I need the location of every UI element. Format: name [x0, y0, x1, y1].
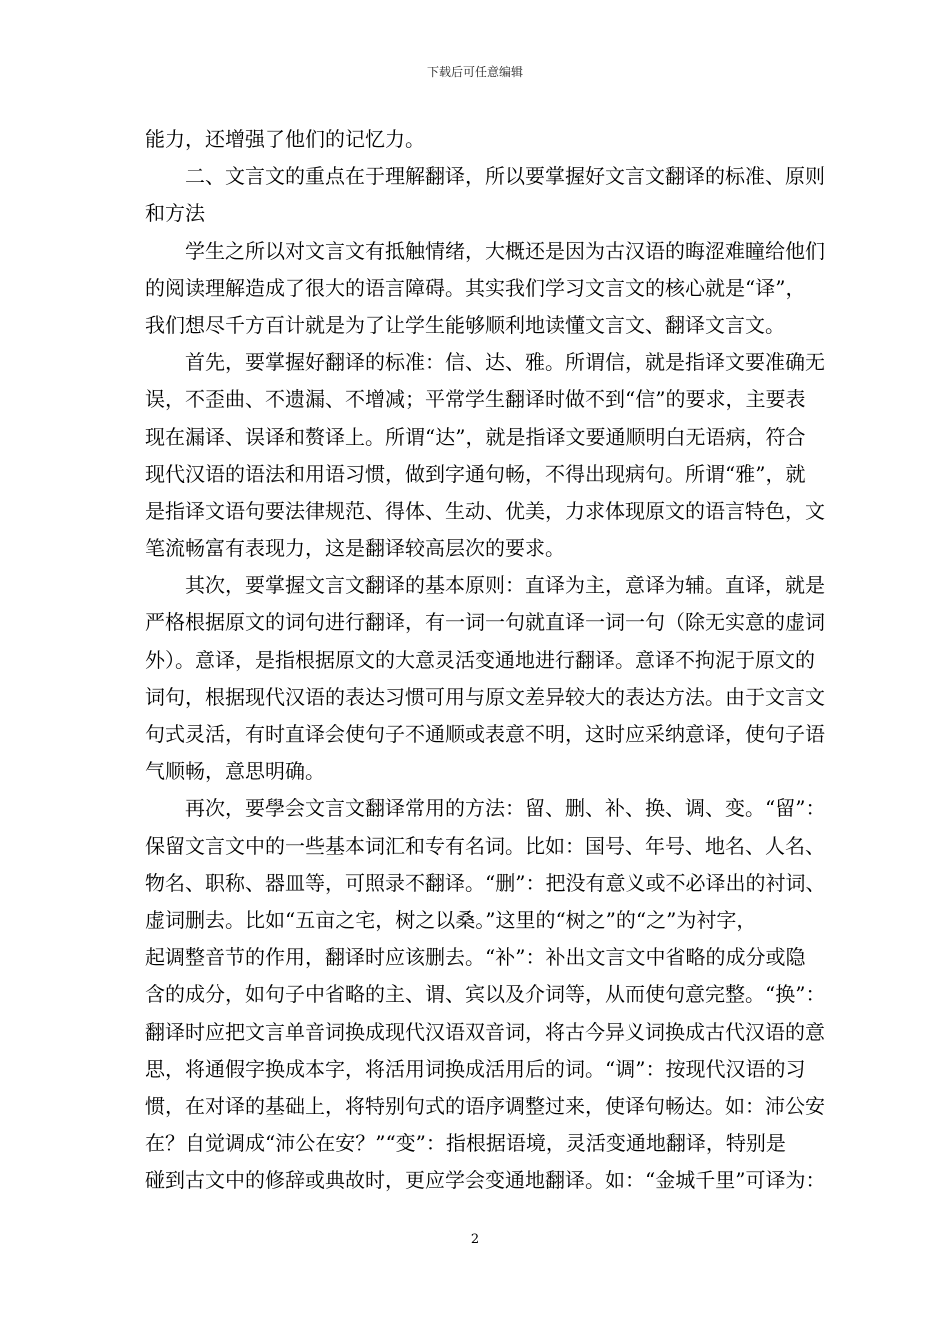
section-heading-line: 二、文言文的重点在于理解翻译，所以要掌握好文言文翻译的标准、原则 — [185, 164, 825, 189]
text-line: 思，将通假字换成本字，将活用词换成活用后的词。“调”：按现代汉语的习 — [145, 1056, 806, 1081]
text-line: 句式灵活，有时直译会使句子不通顺或表意不明，这时应采纳意译，使句子语 — [145, 722, 825, 746]
text-line: 是指译文语句要法律规范、得体、生动、优美，力求体现原文的语言特色，文 — [145, 498, 825, 523]
text-line: 我们想尽千方百计就是为了让学生能够顺利地读懂文言文、翻译文言文。 — [145, 312, 785, 337]
text-line: 其次，要掌握文言文翻译的基本原则：直译为主，意译为辅。直译，就是 — [185, 573, 825, 598]
text-line: 起调整音节的作用，翻译时应该删去。“补”：补出文言文中省略的成分或隐 — [145, 945, 806, 970]
text-line: 再次，要學会文言文翻译常用的方法：留、删、补、换、调、变。“留”： — [185, 796, 826, 821]
text-line: 首先，要掌握好翻译的标准：信、达、雅。所谓信，就是指译文要准确无 — [185, 350, 825, 375]
text-line: 能力，还增强了他们的记忆力。 — [145, 127, 425, 151]
text-line: 学生之所以对文言文有抵触情绪，大概还是因为古汉语的晦涩难瞳给他们 — [185, 238, 825, 263]
text-line: 词句，根据现代汉语的表达习惯可用与原文差异较大的表达方法。由于文言文 — [145, 684, 825, 709]
text-line: 严格根据原文的词句进行翻译，有一词一句就直译一词一句（除无实意的虚词 — [145, 610, 825, 635]
text-line: 外）。意译，是指根据原文的大意灵活变通地进行翻译。意译不拘泥于原文的 — [145, 647, 815, 672]
text-line: 含的成分，如句子中省略的主、谓、宾以及介词等，从而使句意完整。“换”： — [145, 982, 826, 1007]
text-line: 笔流畅富有表现力，这是翻译较高层次的要求。 — [145, 536, 565, 561]
body-text — [145, 121, 826, 1199]
section-heading-line: 和方法 — [145, 201, 205, 226]
text-line: 现代汉语的语法和用语习惯，做到字通句畅，不得出现病句。所谓“雅”，就 — [145, 461, 806, 486]
text-line: 气顺畅，意思明确。 — [145, 759, 325, 784]
text-line: 翻译时应把文言单音词换成现代汉语双音词，将古今异义词换成古代汉语的意 — [145, 1019, 825, 1044]
text-line: 物名、职称、器皿等，可照录不翻译。“删”：把没有意义或不必译出的衬词、 — [145, 870, 826, 895]
text-line: 碰到古文中的修辞或典故时，更应学会变通地翻译。如：“金城千里”可译为： — [145, 1168, 826, 1193]
text-line: 在？自觉调成“沛公在安？”“变”：指根据语境，灵活变通地翻译，特别是 — [145, 1131, 786, 1156]
text-line: 虚词删去。比如“五亩之宅，树之以桑。”这里的“树之”的“之”为衬字， — [145, 907, 757, 932]
text-line: 保留文言文中的一些基本词汇和专有名词。比如：国号、年号、地名、人名、 — [145, 833, 825, 858]
page-number: 2 — [470, 1232, 480, 1247]
page-header: 下载后可任意编辑 — [426, 65, 523, 79]
text-line: 现在漏译、误译和赘译上。所谓“达”，就是指译文要通顺明白无语病，符合 — [145, 424, 806, 449]
text-line: 的阅读理解造成了很大的语言障碍。其实我们学习文言文的核心就是“译”， — [145, 275, 806, 300]
text-line: 误，不歪曲、不遗漏、不增减；平常学生翻译时做不到“信”的要求，主要表 — [145, 387, 806, 412]
text-line: 惯，在对译的基础上，将特别句式的语序调整过来，使译句畅达。如：沛公安 — [145, 1093, 825, 1118]
